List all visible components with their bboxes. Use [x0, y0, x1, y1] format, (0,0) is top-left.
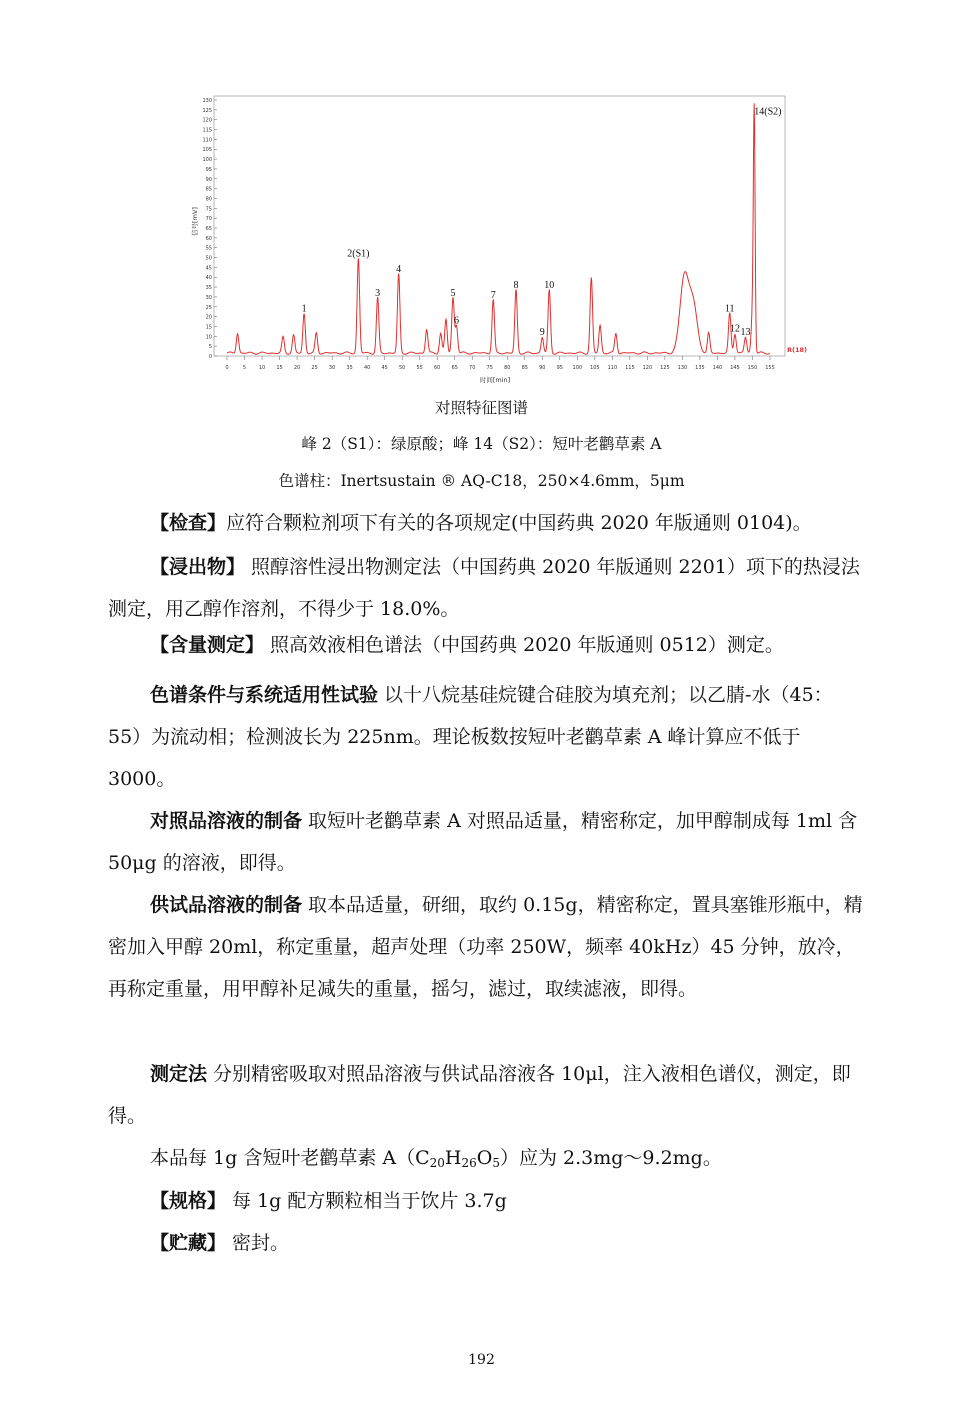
x-tick-label: 60 [434, 365, 441, 371]
peak-label: 2(S1) [347, 248, 370, 260]
conditions-heading: 色谱条件与系统适用性试验 [150, 684, 379, 706]
x-tick-label: 45 [381, 365, 388, 371]
trace-label: R(18) [787, 346, 807, 354]
x-tick-label: 130 [677, 365, 688, 371]
x-tick-label: 10 [258, 365, 266, 371]
x-tick-label: 115 [625, 365, 635, 371]
test-solution-paragraph [108, 884, 863, 1010]
y-tick-label: 25 [205, 304, 212, 311]
peak-label: 14(S2) [754, 106, 782, 118]
y-tick-label: 120 [202, 117, 212, 124]
y-tick-label: 60 [205, 235, 212, 242]
y-tick-label: 0 [208, 354, 212, 360]
content-limit-paragraph [108, 1137, 863, 1179]
formula-sub-o: 5 [492, 1156, 500, 1170]
test-solution-text: 取本品适量，研细，取约 0.15g，精密称定，置具塞锥形瓶中，精密加入甲醇 20ml，称定重量，超声处理（功率 250W，频率 40kHz）45 分钟，放冷，再称定重量，用甲醇补足减失的重量，摇匀，滤过，取续滤液，即得。 [108, 894, 863, 1000]
x-tick-label: 110 [607, 365, 618, 371]
x-tick-label: 135 [695, 365, 705, 371]
peak-label: 13 [740, 327, 751, 339]
x-tick-label: 125 [660, 365, 670, 371]
peak-label: 11 [724, 303, 735, 315]
inspect-heading: 【检查】 [150, 512, 227, 534]
reference-solution-heading: 对照品溶液的制备 [150, 810, 303, 832]
page-number: 192 [468, 1352, 495, 1368]
figure-title: 对照特征图谱 [434, 399, 528, 417]
x-tick-label: 5 [242, 365, 247, 371]
y-tick-label: 95 [205, 166, 212, 173]
conditions-text: 以十八烷基硅烷键合硅胶为填充剂；以乙腈-水（45：55）为流动相；检测波长为 225nm。理论板数按短叶老鹳草素 A 峰计算应不低于 3000。 [108, 684, 833, 790]
x-tick-label: 120 [642, 365, 653, 371]
reference-solution-text: 取短叶老鹳草素 A 对照品适量，精密称定，加甲醇制成每 1ml 含 50μg 的溶液，即得。 [108, 810, 858, 874]
storage-paragraph [108, 1222, 863, 1264]
y-tick-label: 100 [202, 157, 212, 164]
chromatogram-svg [185, 88, 810, 388]
inspect-text: 应符合颗粒剂项下有关的各项规定(中国药典 2020 年版通则 0104)。 [226, 512, 812, 534]
x-tick-label: 140 [712, 365, 723, 371]
y-axis-label: 信号[mV] [191, 207, 199, 236]
x-tick-label: 65 [451, 365, 458, 371]
assay-heading: 【含量测定】 [150, 634, 265, 656]
y-tick-label: 125 [202, 107, 212, 114]
content-text-2: ）应为 2.3mg～9.2mg。 [500, 1147, 722, 1169]
x-tick-label: 145 [730, 365, 740, 371]
plot-frame [214, 96, 785, 356]
x-axis-label: 时间[min] [479, 376, 511, 384]
x-tick-label: 30 [328, 365, 336, 371]
x-tick-label: 155 [765, 365, 775, 371]
peak-label: 1 [301, 303, 307, 315]
y-tick-label: 105 [202, 147, 212, 154]
column-note: 色谱柱：Inertsustain ® AQ-C18，250×4.6mm，5μm [278, 472, 685, 490]
y-tick-label: 65 [205, 226, 212, 232]
peak-label: 12 [729, 323, 740, 335]
spec-paragraph [108, 1180, 863, 1222]
conditions-paragraph [108, 674, 863, 800]
spec-heading: 【规格】 [150, 1190, 227, 1212]
x-tick-label: 95 [556, 365, 563, 371]
peak-label: 4 [396, 264, 402, 276]
method-text: 分别精密吸取对照品溶液与供试品溶液各 10μl，注入液相色谱仪，测定，即得。 [108, 1063, 851, 1127]
y-tick-label: 80 [205, 196, 212, 203]
formula-sub-c: 20 [429, 1156, 445, 1170]
chromatogram-trace [227, 103, 770, 354]
storage-heading: 【贮藏】 [150, 1232, 227, 1254]
x-tick-label: 75 [486, 365, 493, 371]
y-tick-label: 110 [202, 137, 212, 144]
y-tick-label: 85 [205, 186, 212, 193]
reference-solution-paragraph [108, 800, 863, 884]
x-tick-label: 80 [504, 365, 511, 371]
y-tick-label: 20 [205, 314, 212, 321]
content-text-1: 本品每 1g 含短叶老鹳草素 A（C [150, 1147, 430, 1169]
extract-paragraph [108, 546, 863, 630]
y-tick-label: 15 [205, 324, 212, 331]
y-tick-label: 10 [205, 334, 212, 341]
x-tick-label: 85 [521, 365, 528, 371]
extract-heading: 【浸出物】 [150, 556, 246, 578]
assay-paragraph [108, 624, 863, 666]
y-tick-label: 70 [205, 216, 212, 223]
y-tick-label: 45 [205, 265, 212, 272]
y-tick-label: 5 [208, 344, 212, 351]
x-tick-label: 70 [469, 365, 476, 371]
x-tick-label: 90 [539, 365, 546, 371]
extract-text: 照醇溶性浸出物测定法（中国药典 2020 年版通则 2201）项下的热浸法测定，用乙醇作溶剂，不得少于 18.0%。 [108, 556, 860, 620]
y-tick-label: 130 [202, 98, 212, 104]
y-tick-label: 90 [205, 176, 212, 183]
x-tick-label: 40 [363, 365, 371, 371]
peak-label: 7 [490, 289, 496, 301]
peak-label: 5 [450, 287, 456, 299]
inspect-paragraph [108, 502, 863, 544]
x-tick-label: 15 [276, 365, 283, 371]
chromatogram-figure [185, 88, 810, 388]
x-tick-label: 150 [747, 365, 758, 371]
y-tick-label: 40 [205, 275, 212, 282]
x-tick-label: 25 [311, 365, 318, 371]
x-tick-label: 100 [572, 365, 583, 371]
spec-text: 每 1g 配方颗粒相当于饮片 3.7g [226, 1190, 507, 1212]
peak-label: 9 [539, 327, 545, 339]
x-tick-label: 55 [416, 365, 423, 371]
y-tick-label: 55 [205, 245, 212, 252]
x-tick-label: 35 [346, 365, 353, 371]
x-tick-label: 0 [225, 365, 229, 371]
peak-label: 8 [513, 279, 519, 291]
y-tick-label: 75 [205, 206, 212, 213]
y-tick-label: 50 [205, 255, 212, 262]
x-tick-label: 20 [293, 365, 301, 371]
peak-label: 10 [544, 279, 555, 291]
peak-label: 6 [453, 315, 459, 327]
formula-o: O [476, 1147, 493, 1169]
peaks-note: 峰 2（S1）：绿原酸；峰 14（S2）：短叶老鹳草素 A [301, 435, 662, 453]
test-solution-heading: 供试品溶液的制备 [150, 894, 303, 916]
y-tick-label: 115 [202, 127, 212, 134]
method-paragraph [108, 1053, 863, 1137]
method-heading: 测定法 [150, 1063, 208, 1085]
formula-h: H [444, 1147, 462, 1169]
assay-text: 照高效液相色谱法（中国药典 2020 年版通则 0512）测定。 [264, 634, 784, 656]
x-tick-label: 105 [590, 365, 600, 371]
y-tick-label: 30 [205, 294, 212, 301]
x-tick-label: 50 [398, 365, 406, 371]
formula-sub-h: 26 [461, 1156, 477, 1170]
peak-label: 3 [375, 287, 381, 299]
storage-text: 密封。 [226, 1232, 290, 1254]
y-tick-label: 35 [205, 285, 212, 292]
